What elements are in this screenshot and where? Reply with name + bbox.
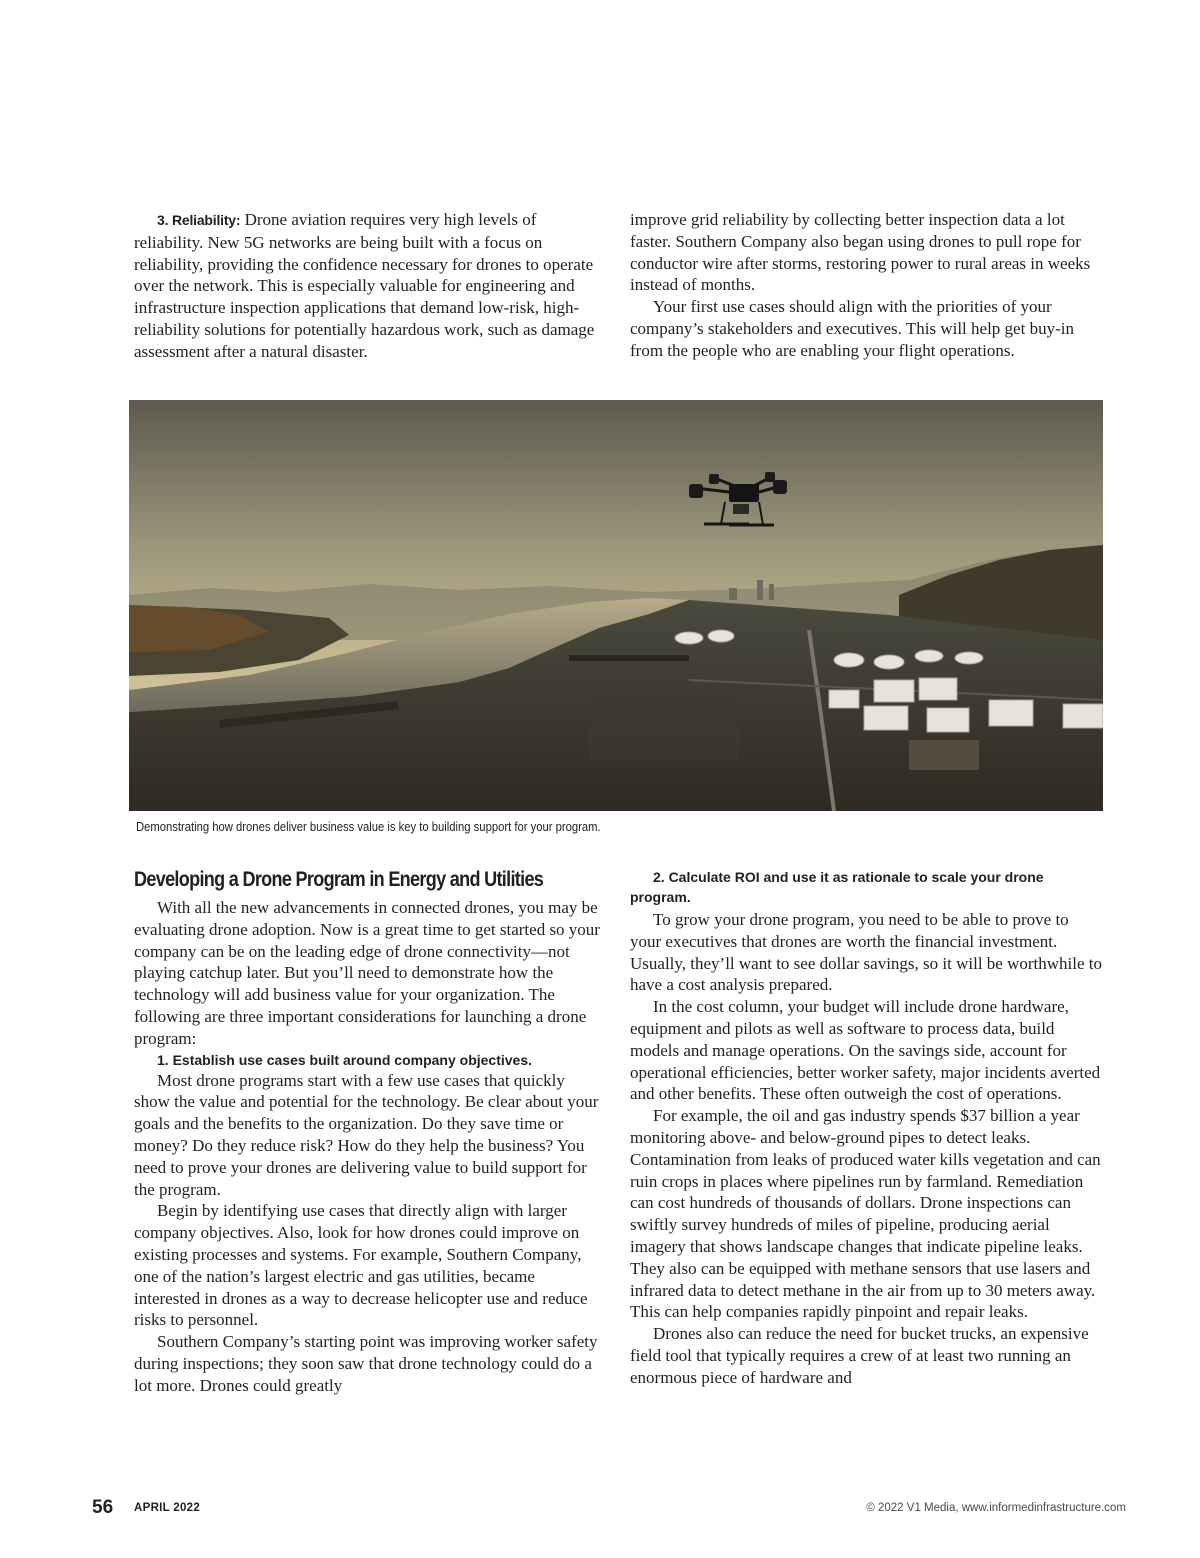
cost-column-paragraph: In the cost column, your budget will include drone hardware, equipment and pilots as well as software to process data, build models and manage operations. On the savings side, account for operational efficiencies, better worker safety, major incidents averted and other benefits. These often outweigh the cost of operations. [630, 997, 1101, 1104]
top-right-column [630, 209, 1102, 362]
bottom-left-column [134, 867, 604, 1397]
roi-paragraph: To grow your drone program, you need to be able to prove to your executives that drones are worth the financial investment. Usually, they’ll want to see dollar savings, so it will be worthwhile to have a cost analysis prepared. [630, 910, 1102, 995]
grid-reliability-paragraph: improve grid reliability by collecting better inspection data a lot faster. Southern Company also began using drones to pull rope for conductor wire after storms, restoring power to rural areas in weeks instead of months. [630, 210, 1091, 295]
reliability-runin: 3. Reliability: [157, 212, 241, 228]
bottom-right-column [630, 867, 1102, 1389]
photo-caption: Demonstrating how drones deliver business value is key to building support for your program. [136, 820, 601, 834]
copyright-notice: © 2022 V1 Media, www.informedinfrastructure.com [866, 1502, 1126, 1514]
oil-gas-paragraph: For example, the oil and gas industry spends $37 billion a year monitoring above- and below-ground pipes to detect leaks. Contamination from leaks of produced water kills vegetation and can ruin crops in places where pipelines run by farmland. Remediation can cost hundreds of thousands of dollars. Drone inspections can swiftly survey hundreds of miles of pipeline, producing aerial imagery that shows landscape changes that indicate pipeline leaks. They also can be equipped with methane sensors that use lasers and infrared data to detect methane in the air from up to 30 meters away. This can help companies rapidly pinpoint and repair leaks. [630, 1106, 1101, 1322]
section-title: Developing a Drone Program in Energy and Utilities [134, 868, 544, 891]
southern-company-paragraph: Southern Company’s starting point was improving worker safety during inspections; they soon saw that drone technology could do a lot more. Drones could greatly [134, 1332, 598, 1395]
reliability-text: Drone aviation requires very high levels of reliability. New 5G networks are being built with a focus on reliability, providing the confidence necessary for drones to operate over the network. This is especially valuable for engineering and infrastructure inspection applications that demand low-risk, high-reliability solutions for potentially hazardous work, such as damage assessment after a natural disaster. [134, 210, 595, 361]
drone-over-river-photo [129, 400, 1103, 811]
first-use-cases-paragraph: Your first use cases should align with the priorities of your company’s stakeholders and executives. This will help get buy-in from the people who are enabling your flight operations. [630, 297, 1074, 360]
reliability-paragraph [134, 209, 604, 363]
use-cases-paragraph: Most drone programs start with a few use cases that quickly show the value and potential for the technology. Be clear about your goals and the benefits to the organization. Do they save time or money? Do they reduce risk? How do they help the business? You need to prove your drones are delivering value to build support for the program. [134, 1070, 599, 1199]
bucket-trucks-paragraph: Drones also can reduce the need for bucket trucks, an expensive field tool that typically requires a crew of at least two running an enormous piece of hardware and [630, 1324, 1089, 1387]
align-objectives-paragraph: Begin by identifying use cases that directly align with larger company objectives. Also, look for how drones could improve on existing processes and systems. For example, Southern Company, one of the nation’s largest electric and gas utilities, became interested in drones as a way to decrease helicopter use and reduce risks to personnel. [134, 1201, 588, 1330]
subhead-use-cases: 1. Establish use cases built around company objectives. [157, 1051, 533, 1068]
top-left-column [134, 209, 604, 363]
issue-date: APRIL 2022 [134, 1502, 201, 1514]
subhead-roi: 2. Calculate ROI and use it as rationale to scale your drone program. [630, 869, 1044, 905]
intro-paragraph: With all the new advancements in connected drones, you may be evaluating drone adoption. Now is a great time to get started so your company can be on the leading edge of drone connectivity—not playing catchup later. But you’ll need to demonstrate how the technology will add business value for your organization. The following are three important considerations for launching a drone program: [134, 898, 600, 1048]
page-number: 56 [92, 1497, 114, 1518]
